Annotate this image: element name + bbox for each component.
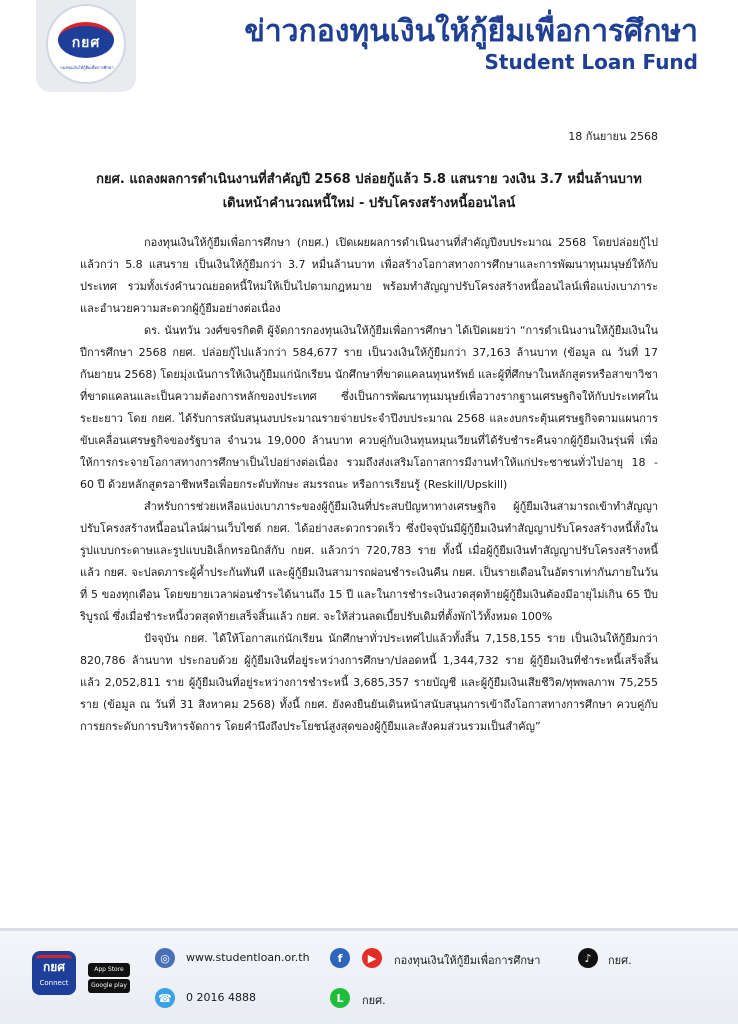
headline-line-2: เดินหน้าคำนวณหนี้ใหม่ - ปรับโครงสร้างหนี้ออนไลน์ — [222, 196, 516, 211]
line-icon[interactable]: L — [330, 988, 350, 1008]
globe-icon: ◎ — [155, 948, 175, 968]
tiktok-icon[interactable]: ♪ — [578, 948, 598, 968]
release-date: 18 กันยายน 2568 — [568, 130, 658, 143]
line-account[interactable]: กยศ. — [362, 994, 386, 1007]
connect-app-name: Connect — [39, 979, 69, 987]
google-play-badge[interactable]: Google play — [88, 979, 130, 993]
fund-logo — [46, 4, 126, 84]
header-title-thai: ข่าวกองทุนเงินให้กู้ยืมเพื่อการศึกษา — [244, 14, 698, 49]
facebook-icon[interactable]: f — [330, 948, 350, 968]
fund-logo-mark — [58, 22, 114, 58]
website-link[interactable]: www.studentloan.or.th — [186, 951, 310, 964]
paragraph-1: กองทุนเงินให้กู้ยืมเพื่อการศึกษา (กยศ.) เปิดเผยผลการดำเนินงานที่สำคัญปีงบประมาณ 2568 โดยปล่อยกู้ไปแล้วกว่า 5.8 แสนราย เป็นเงินให้กู้ยืมกว่า 3.7 หมื่นล้านบาท เพื่อสร้างโอกาสทางการศึกษาและการพัฒนาทุนมนุษย์ให้กับประเทศ รวมทั้งเร่งคำนวณยอดหนี้ใหม่ให้เป็นไปตามกฎหมาย พร้อมทำสัญญาปรับโครงสร้างหนี้ออนไลน์เพื่อแบ่งเบาภาระและอำนวยความสะดวกผู้กู้ยืมอย่างต่อเนื่อง — [80, 236, 658, 315]
paragraph-3: สำหรับการช่วยเหลือแบ่งเบาภาระของผู้กู้ยืมเงินที่ประสบปัญหาทางเศรษฐกิจ ผู้กู้ยืมเงินสามารถเข้าทำสัญญาปรับโครงสร้างหนี้ออนไลน์ผ่านเว็บไซต์ กยศ. ได้อย่างสะดวกรวดเร็ว ซึ่งปัจจุบันมีผู้กู้ยืมเงินทำสัญญาปรับโครงสร้างหนี้ทั้งในรูปแบบกระดาษและรูปแบบอิเล็กทรอนิกส์กับ กยศ. แล้วกว่า 720,783 ราย ทั้งนี้ เมื่อผู้กู้ยืมเงินทำสัญญาปรับโครงสร้างหนี้แล้ว กยศ. จะปลดภาระผู้ค้ำประกันทันที และผู้กู้ยืมเงินสามารถผ่อนชำระเงินคืน กยศ. เป็นรายเดือนในอัตราเท่ากันภายในวันที่ 5 ของทุกเดือน โดยขยายเวลาผ่อนชำระได้นานถึง 15 ปี และในการชำระเงินงวดสุดท้ายผู้กู้ยืมเงินต้องมีอายุไม่เกิน 65 ปีบริบูรณ์ ซึ่งเมื่อชำระหนี้งวดสุดท้ายเสร็จสิ้นแล้ว กยศ. จะให้ส่วนลดเบี้ยปรับเดิมที่ตั้งพักไว้ทั้งหมด 100% — [80, 500, 658, 623]
headline — [80, 168, 658, 216]
connect-app-mark: กยศ — [36, 955, 72, 977]
app-store-badge[interactable]: App Store — [88, 963, 130, 977]
phone-icon: ☎ — [155, 988, 175, 1008]
connect-app-logo[interactable] — [32, 951, 76, 995]
header — [0, 0, 738, 92]
paragraph-2: ดร. นันทวัน วงศ์ขจรกิตติ ผู้จัดการกองทุนเงินให้กู้ยืมเพื่อการศึกษา ได้เปิดเผยว่า “การดำเนินงานให้กู้ยืมเงินในปีการศึกษา 2568 กยศ. ปล่อยกู้ไปแล้วกว่า 584,677 ราย เป็นวงเงินให้กู้ยืมกว่า 37,163 ล้านบาท (ข้อมูล ณ วันที่ 17 กันยายน 2568) โดยมุ่งเน้นการให้เงินกู้ยืมแก่นักเรียน นักศึกษาที่ขาดแคลนทุนทรัพย์ และผู้ที่ศึกษาในหลักสูตรหรือสาขาวิชาที่ขาดแคลนและเป็นความต้องการหลักของประเทศ ซึ่งเป็นการพัฒนาทุนมนุษย์เพื่อวางรากฐานเศรษฐกิจให้กับประเทศในระยะยาว โดย กยศ. ได้รับการสนับสนุนงบประมาณรายจ่ายประจำปีงบประมาณ 2568 และงบกระตุ้นเศรษฐกิจตามแผนการขับเคลื่อนเศรษฐกิจของรัฐบาล จำนวน 19,000 ล้านบาท ควบคู่กับเงินทุนหมุนเวียนที่ได้รับชำระคืนจากผู้กู้ยืมเงินรุ่นพี่ เพื่อให้การกระจายโอกาสทางการศึกษาเป็นไปอย่างต่อเนื่อง รวมถึงส่งเสริมโอกาสการมีงานทำให้แก่ประชาชนทั่วไปอายุ 18 - 60 ปี ด้วยหลักสูตรอาชีพหรือเพื่อยกระดับทักษะ สมรรถนะ หรือการเรียนรู้ (Reskill/Upskill) — [80, 324, 658, 491]
logo-tab — [36, 0, 136, 92]
headline-line-1: กยศ. แถลงผลการดำเนินงานที่สำคัญปี 2568 ปล่อยกู้แล้ว 5.8 แสนราย วงเงิน 3.7 หมื่นล้านบาท — [96, 172, 642, 187]
youtube-icon[interactable]: ▶ — [362, 948, 382, 968]
article-body — [80, 232, 658, 738]
footer — [0, 928, 738, 1024]
fund-logo-tagline: กองทุนเงินให้กู้ยืมเพื่อการศึกษา — [60, 65, 114, 70]
header-title-english: Student Loan Fund — [484, 50, 698, 74]
social-account-name[interactable]: กองทุนเงินให้กู้ยืมเพื่อการศึกษา — [394, 954, 541, 967]
fund-logo-text: กยศ — [71, 35, 101, 51]
phone-number[interactable]: 0 2016 4888 — [186, 991, 256, 1004]
tiktok-account[interactable]: กยศ. — [608, 954, 632, 967]
paragraph-4: ปัจจุบัน กยศ. ได้ให้โอกาสแก่นักเรียน นักศึกษาทั่วประเทศไปแล้วทั้งสิ้น 7,158,155 ราย เป็นเงินให้กู้ยืมกว่า 820,786 ล้านบาท ประกอบด้วย ผู้กู้ยืมเงินที่อยู่ระหว่างการศึกษา/ปลอดหนี้ 1,344,732 ราย ผู้กู้ยืมเงินที่ชำระหนี้เสร็จสิ้นแล้ว 2,052,811 ราย ผู้กู้ยืมเงินที่อยู่ระหว่างการชำระหนี้ 3,685,357 รายบัญชี และผู้กู้ยืมเงินเสียชีวิต/ทุพพลภาพ 75,255 ราย (ข้อมูล ณ วันที่ 31 สิงหาคม 2568) ทั้งนี้ กยศ. ยังคงยืนยันเดินหน้าสนับสนุนการเข้าถึงโอกาสทางการศึกษา ควบคู่กับการยกระดับการบริหารจัดการ โดยคำนึงถึงประโยชน์สูงสุดของผู้กู้ยืมและสังคมส่วนรวมเป็นสำคัญ” — [80, 632, 658, 733]
